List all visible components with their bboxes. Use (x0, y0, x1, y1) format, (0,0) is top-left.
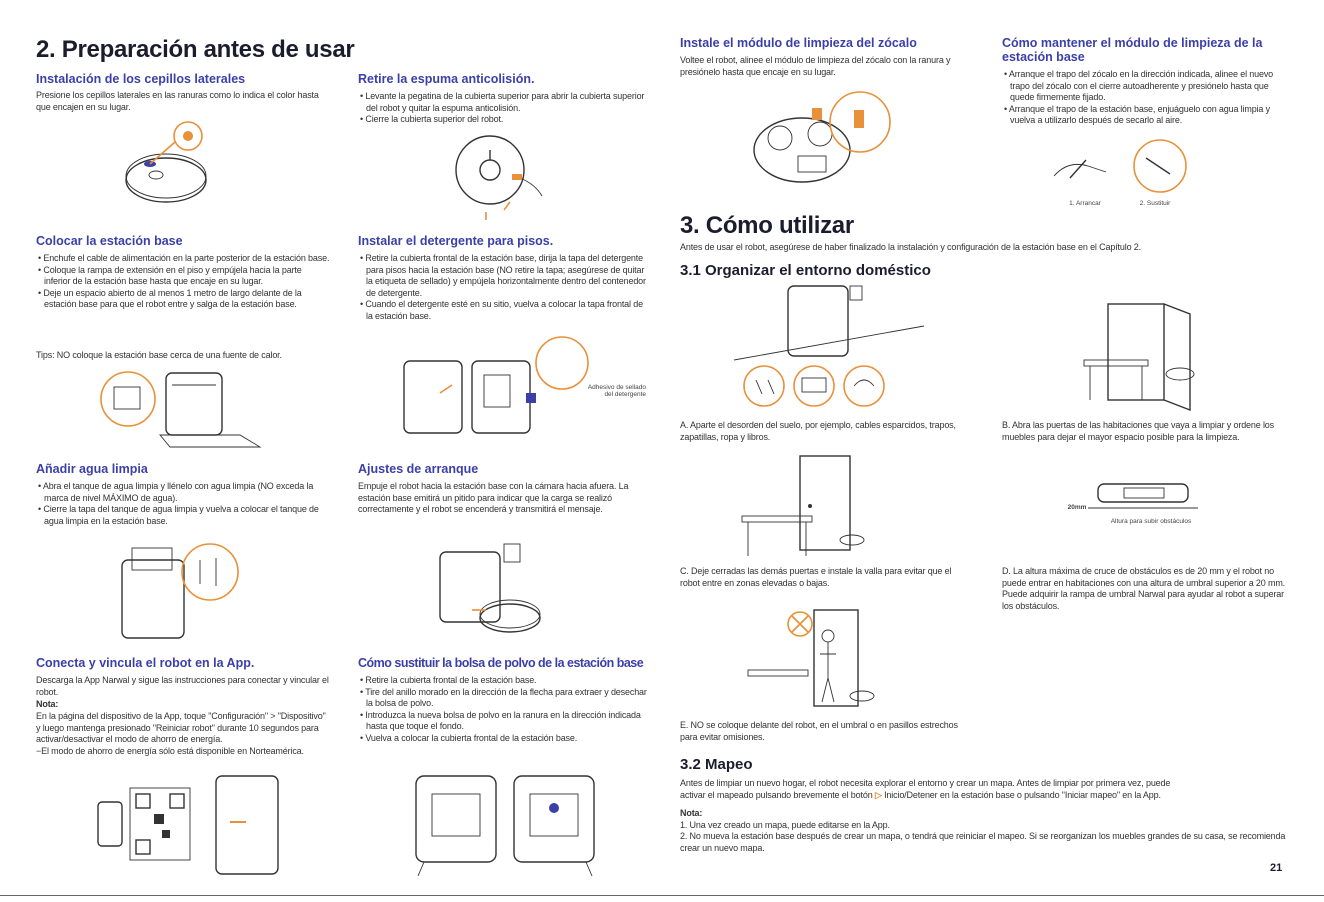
dust-bag-illustration (410, 768, 610, 880)
app-qr-illustration (96, 772, 296, 877)
base-station-illustration (100, 365, 270, 450)
dust-bag-item: • Vuelva a colocar la cubierta frontal de la estación base. (360, 732, 578, 743)
mapping-note: 2. No mueva la estación base después de crear un mapa, o tendrá que reiniciar el mapeo. Si se reorganizan los muebles grandes de su casa, se recomienda crear un nuevo mapa. (680, 831, 1286, 853)
base-station-list (36, 253, 330, 311)
water-item: • Cierre la tapa del tanque de agua limpia y vuelva a colocar el tanque de agua limpia en la estación base. (38, 504, 319, 526)
foam-item: • Cierre la cubierta superior del robot. (360, 114, 504, 125)
app-heading: Conecta y vincula el robot en la App. (36, 656, 255, 670)
app-note-line: En la página del dispositivo de la App, toque "Configuración" > "Dispositivo" y luego mantenga presionado "Reiniciar robot" durante 10 segundos para activar/desactivar el modo de ahorro de energía. (36, 711, 326, 745)
adjust-heading: Ajustes de arranque (358, 462, 479, 476)
section-3-2-title: 3.2 Mapeo (680, 756, 753, 773)
step-label-replace: 2. Sustituir (1139, 200, 1171, 207)
threshold-illustration (1088, 476, 1198, 516)
caption-a: A. Aparte el desorden del suelo, por ejemplo, cables esparcidos, trapos, zapatillas, ropa y libros. (680, 420, 956, 442)
baseboard-module-illustration (750, 90, 900, 200)
sealing-label-line: Adhesivo de sellado (587, 384, 646, 391)
sealing-label (546, 384, 646, 398)
caption-d: D. La altura máxima de cruce de obstáculos es de 20 mm y el robot no puede entrar en habitaciones con una altura de umbral superior a 20 mm. Puede adquirir la rampa de umbral Narwal para ayudar al robot a superar los obstáculos. (1002, 566, 1286, 611)
dust-bag-item: • Tire del anillo morado en la dirección de la flecha para extraer y desechar la bolsa de polvo. (360, 686, 647, 709)
mapping-line (680, 790, 1300, 802)
threshold-height-label: Altura para subir obstáculos (1110, 518, 1192, 525)
water-list (36, 481, 330, 527)
dust-bag-heading: Cómo sustituir la bolsa de polvo de la estación base (358, 656, 644, 670)
page-number: 21 (1270, 862, 1283, 874)
adjust-text: Empuje el robot hacia la estación base con la cámara hacia afuera. La estación base emitirá un pitido para indicar que la carga se realizó correctamente y el robot se encenderá y transmitirá el mensaje. (358, 481, 629, 515)
detergent-item: • Retire la cubierta frontal de la estación base, dirija la tapa del detergente para pisos hacia la estación base (NO retire la tapa; asegúrese de quitar la etiqueta de sellado) y empújela horizontalmente dentro del contenedor de detergente. (360, 253, 646, 298)
maintain-item: • Arranque el trapo de la estación base, enjuáguelo con agua limpia y vuelva a utilizarlo después de secarlo al aire. (1004, 103, 1270, 126)
step-label-pull: 1. Arrancar (1069, 200, 1101, 207)
robot-docking-illustration (430, 540, 560, 645)
mapping-line: Antes de limpiar un nuevo hogar, el robot necesita explorar el entorno y crear un mapa. Antes de limpiar por primera vez, puede (680, 778, 1171, 788)
robot-cover-illustration (450, 130, 550, 230)
foam-heading: Retire la espuma anticolisión. (358, 72, 535, 86)
do-not-block-illustration (744, 606, 884, 716)
caption-e: E. NO se coloque delante del robot, en el umbral o en pasillos estrechos para evitar omisiones. (680, 720, 958, 742)
water-tank-illustration (116, 540, 246, 645)
caption-c: C. Deje cerradas las demás puertas e instale la valla para evitar que el robot entre en zonas elevadas o bajas. (680, 566, 952, 588)
clutter-illustration (734, 282, 924, 412)
base-station-item: • Enchufe el cable de alimentación en la parte posterior de la estación base. (38, 253, 330, 263)
bottom-rule (0, 895, 1324, 896)
baseboard-text: Voltee el robot, alinee el módulo de limpieza del zócalo con la ranura y presiónelo hasta que encaje en su lugar. (680, 55, 951, 77)
page-title: 2. Preparación antes de usar (36, 36, 355, 63)
side-brushes-text: Presione los cepillos laterales en las ranuras como lo indica el color hasta que encajen en su lugar. (36, 90, 319, 112)
detergent-heading: Instalar el detergente para pisos. (358, 234, 554, 248)
closed-door-illustration (740, 452, 870, 562)
detergent-list (358, 253, 646, 323)
section-3-intro: Antes de usar el robot, asegúrese de haber finalizado la instalación y configuración de la estación base en el Capítulo 2. (680, 242, 1142, 252)
dust-bag-list (358, 675, 650, 745)
detergent-item: • Cuando el detergente esté en su sitio, vuelva a colocar la tapa frontal de la estación base. (360, 299, 643, 321)
dust-bag-item: • Retire la cubierta frontal de la estación base. (360, 675, 537, 685)
mapping-line-part: Inicio/Detener en la estación base o pulsando "Iniciar mapeo" en la App. (881, 789, 1161, 800)
base-station-item: • Deje un espacio abierto de al menos 1 metro de largo delante de la estación base para que el robot entre y salga de la estación base. (38, 287, 302, 310)
base-station-item: • Coloque la rampa de extensión en el piso y empújela hacia la parte inferior de la estación base hasta que encaje en su lugar. (38, 264, 302, 287)
mapping-note-label: Nota: (680, 808, 703, 818)
sealing-label-line: del detergente (604, 391, 646, 398)
caption-b: B. Abra las puertas de las habitaciones que vaya a limpiar y ordene los muebles para dejar el mayor espacio posible para la limpieza. (1002, 420, 1275, 442)
water-heading: Añadir agua limpia (36, 462, 148, 476)
dust-bag-item: • Introduzca la nueva bolsa de polvo en la ranura en la dirección indicada hasta que toque el fondo. (360, 709, 641, 732)
app-note (36, 711, 330, 757)
base-station-tips: Tips: NO coloque la estación base cerca de una fuente de calor. (36, 350, 282, 360)
section-3-1-title: 3.1 Organizar el entorno doméstico (680, 262, 931, 279)
threshold-mm-label: 20mm (1067, 504, 1087, 511)
robot-brush-illustration (120, 120, 230, 220)
mapping-note: 1. Una vez creado un mapa, puede editarse en la App. (680, 819, 890, 830)
mapping-line-part: activar el mapeado pulsando brevemente el botón (680, 789, 875, 800)
foam-item: • Levante la pegatina de la cubierta superior para abrir la cubierta superior del robot y quitar la espuma anticolisión. (360, 91, 645, 113)
maintain-illustration (1050, 138, 1190, 200)
app-note-line: −El modo de ahorro de energía sólo está disponible en Norteamérica. (36, 745, 304, 756)
app-note-label: Nota: (36, 699, 59, 709)
base-station-heading: Colocar la estación base (36, 234, 183, 248)
mapping-text (680, 778, 1300, 801)
section-3-title: 3. Cómo utilizar (680, 212, 854, 239)
side-brushes-heading: Instalación de los cepillos laterales (36, 72, 246, 86)
play-icon: ▷ (874, 789, 882, 800)
open-door-illustration (1080, 300, 1230, 410)
maintain-heading: Cómo mantener el módulo de limpieza de la estación base (1002, 36, 1263, 64)
foam-list (358, 91, 646, 126)
maintain-item: • Arranque el trapo del zócalo en la dirección indicada, alinee el nuevo trapo del zócalo con el cierre autoadherente y presiónelo hasta que quede firmemente fijado. (1004, 69, 1274, 103)
baseboard-heading: Instale el módulo de limpieza del zócalo (680, 36, 917, 50)
maintain-list (1002, 69, 1294, 127)
water-item: • Abra el tanque de agua limpia y llénelo con agua limpia (NO exceda la marca de nivel MÁXIMO de agua). (38, 481, 314, 503)
app-text: Descarga la App Narwal y sigue las instrucciones para conectar y vincular el robot. (36, 675, 329, 697)
mapping-notes (680, 808, 1300, 854)
